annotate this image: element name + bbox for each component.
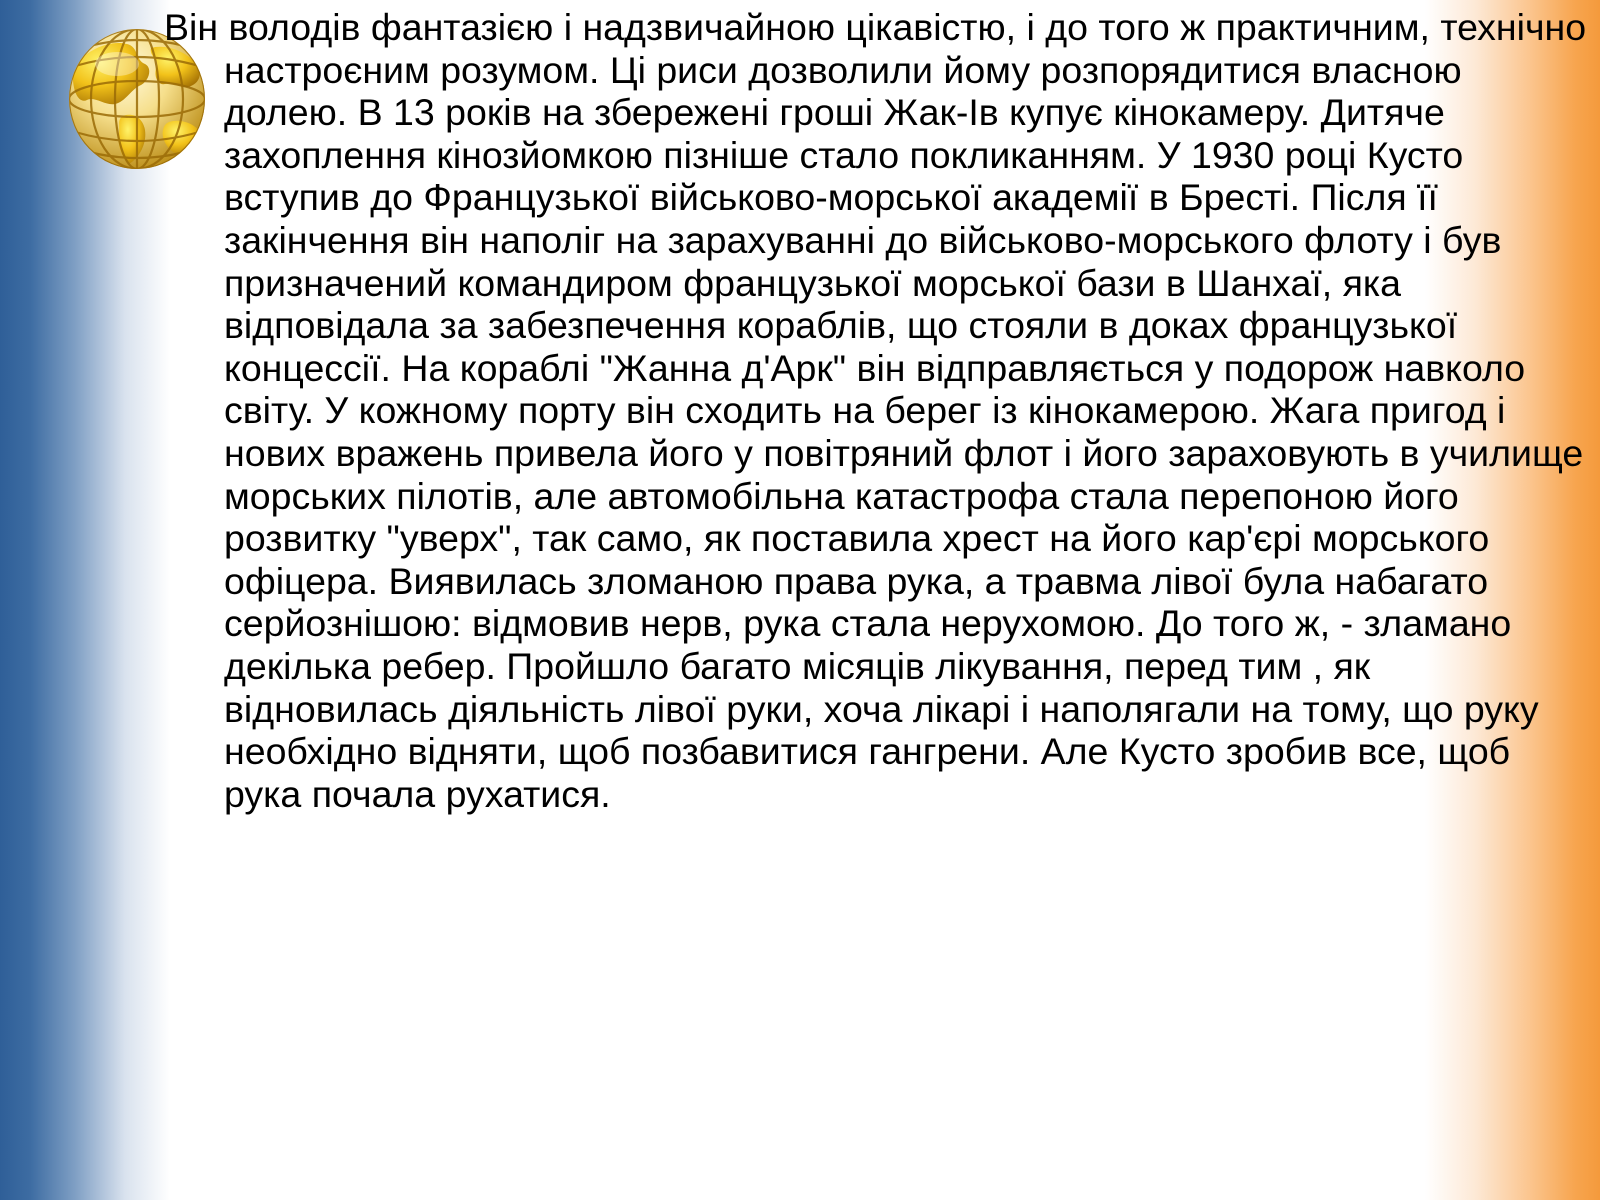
body-paragraph: Він володів фантазією і надзвичайною цікавістю, і до того ж практичним, технічно настроєним розумом. Ці риси дозволили йому розпорядитися власною долею. В 13 років на збережені гроші Жак-Ів купує кінокамеру. Дитяче захоплення кінозйомкою пізніше стало покликанням. У 1930 році Кусто вступив до Французької військово-морської академії в Бресті. Після її закінчення він наполіг на зарахуванні до військово-морського флоту і був призначений командиром французької морської бази в Шанхаї, яка відповідала за забезпечення кораблів, що стояли в доках французької концессії. На кораблі "Жанна д'Арк" він відправляється у подорож навколо світу. У кожному порту він сходить на берег із кінокамерою. Жага пригод і нових вражень привела його у повітряний флот і його зараховують в училище морських пілотів, але автомобільна катастрофа стала перепоною його розвитку "уверх", так само, як поставила хрест на його кар'єрі морського офіцера. Виявилась зломаною права рука, а травма лівої була набагато серйознішою: відмовив нерв, рука стала нерухомою. До того ж, - зламано декілька ребер. Пройшло багато місяців лікування, перед тим , як відновилась діяльність лівої руки, хоча лікарі і наполягали на тому, що руку необхідно відняти, щоб позбавитися гангрени. Але Кусто зробив все, щоб рука почала рухатися. bbox=[164, 6, 1587, 815]
